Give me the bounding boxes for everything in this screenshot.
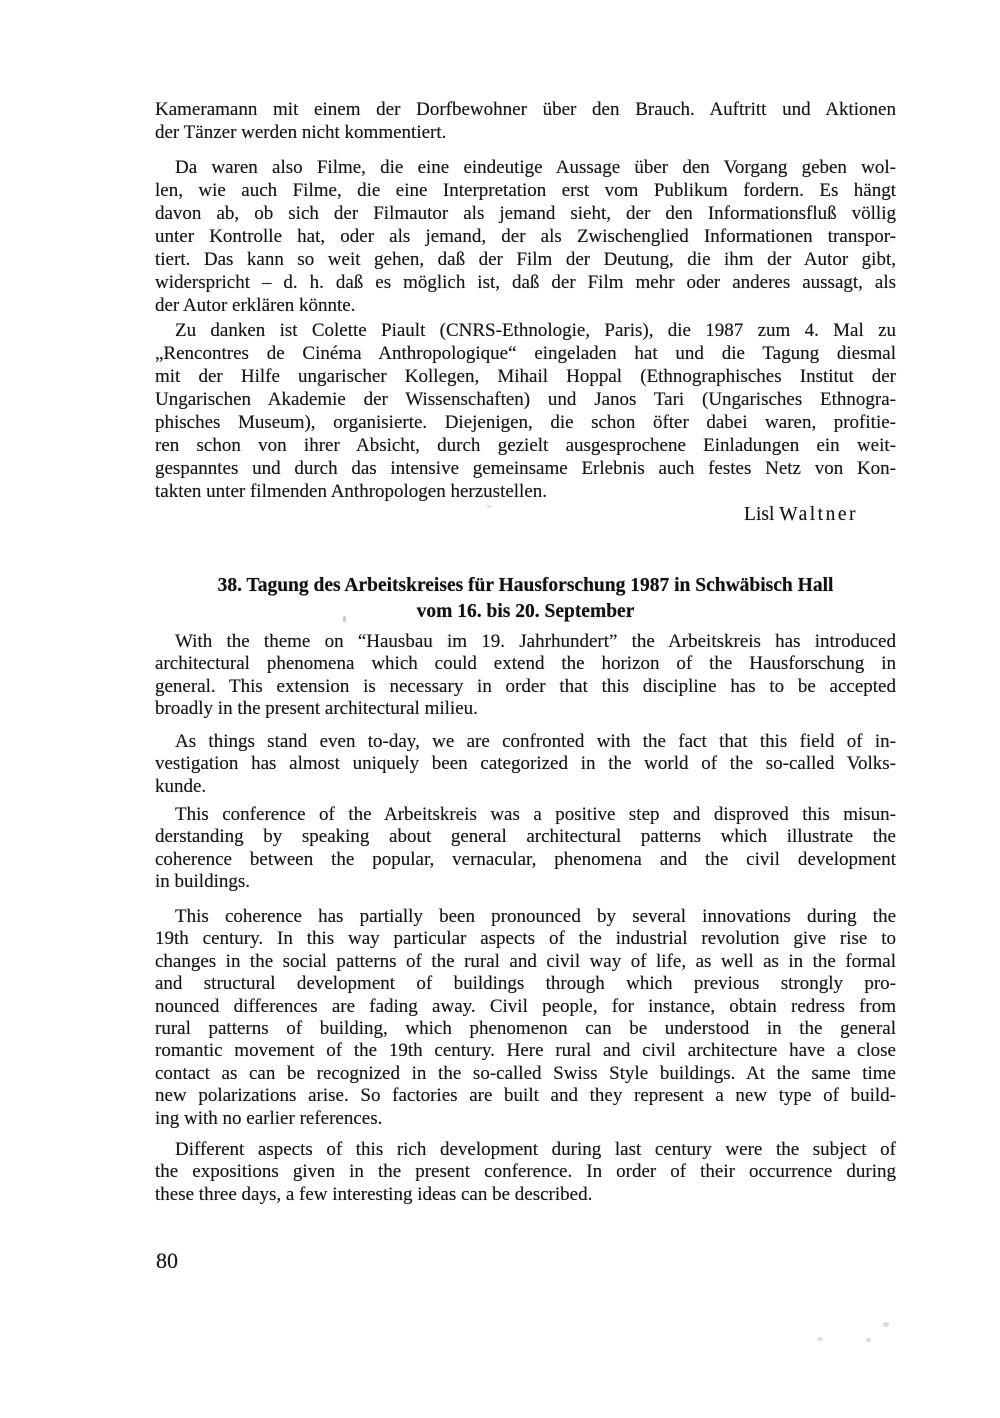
paragraph-different-aspects xyxy=(155,1139,896,1206)
scan-speck xyxy=(866,1338,871,1342)
text-line: general. This extension is necessary in order that this discipline has to be accepted xyxy=(155,675,896,697)
text-line: these three days, a few interesting ideas can be described. xyxy=(155,1183,593,1205)
text-line: the expositions given in the present conference. In order of their occurrence during xyxy=(155,1161,896,1183)
text-line: nounced differences are fading away. Civil people, for instance, obtain redress from xyxy=(155,995,896,1017)
scan-speck xyxy=(343,616,346,622)
section-heading-line2: vom 16. bis 20. September xyxy=(416,601,635,622)
text-line: With the theme on “Hausbau im 19. Jahrhundert” the Arbeitskreis has introduced xyxy=(175,631,896,652)
scan-speck xyxy=(487,505,491,508)
text-line: vestigation has almost uniquely been categorized in the world of the so-called Volks- xyxy=(155,753,896,775)
paragraph-this-coherence xyxy=(155,906,896,1130)
author-last-name: Waltner xyxy=(779,504,858,525)
paragraph-this-conference xyxy=(155,804,896,894)
text-line: contact as can be recognized in the so-called Swiss Style buildings. At the same time xyxy=(155,1062,896,1084)
text-line: This conference of the Arbeitskreis was a positive step and disproved this misun- xyxy=(175,804,896,825)
text-line: romantic movement of the 19th century. Here rural and civil architecture have a close xyxy=(155,1040,896,1062)
paragraph-kameramann xyxy=(155,98,896,144)
author-first-name: Lisl xyxy=(744,504,775,525)
text-line: widerspricht – d. h. daß es möglich ist, daß der Film mehr oder anderes aussagt, als xyxy=(155,272,896,293)
paragraph-as-things-stand xyxy=(155,731,896,798)
text-line: phisches Museum), organisierte. Diejenigen, die schon öfter dabei waren, profitie- xyxy=(155,412,896,433)
text-line: ren schon von ihrer Absicht, durch gezielt ausgesprochene Einladungen ein weit- xyxy=(155,435,896,456)
text-line: coherence between the popular, vernacular, phenomena and the civil development xyxy=(155,848,896,870)
text-line: rural patterns of building, which phenomenon can be understood in the general xyxy=(155,1018,896,1040)
author-signature xyxy=(155,504,896,526)
scan-speck xyxy=(883,1322,889,1327)
text-line: Kameramann mit einem der Dorfbewohner über den Brauch. Auftritt und Aktionen xyxy=(155,99,896,120)
text-line: mit der Hilfe ungarischer Kollegen, Mihail Hoppal (Ethnographisches Institut der xyxy=(155,366,896,387)
text-line: ing with no earlier references. xyxy=(155,1107,383,1129)
page-number: 80 xyxy=(156,1248,178,1273)
text-line: Da waren also Filme, die eine eindeutige Aussage über den Vorgang geben wol- xyxy=(175,157,896,178)
text-line: and structural development of buildings through which previous strongly pro- xyxy=(155,973,896,995)
text-line: 19th century. In this way particular aspects of the industrial revolution give rise to xyxy=(155,928,896,950)
text-line: unter Kontrolle hat, oder als jemand, der als Zwischenglied Informationen transpor- xyxy=(155,226,896,247)
paragraph-da-waren-filme xyxy=(155,156,896,317)
text-line: in buildings. xyxy=(155,871,251,893)
text-line: „Rencontres de Cinéma Anthropologique“ eingeladen hat und die Tagung diesmal xyxy=(155,343,896,364)
section-heading-line1: 38. Tagung des Arbeitskreises für Hausforschung 1987 in Schwäbisch Hall xyxy=(217,575,834,596)
text-line: changes in the social patterns of the rural and civil way of life, as well as in the formal xyxy=(155,950,896,972)
text-line: derstanding by speaking about general architectural patterns which illustrate the xyxy=(155,826,896,848)
text-line: kunde. xyxy=(155,775,207,797)
text-line: architectural phenomena which could extend the horizon of the Hausforschung in xyxy=(155,653,896,675)
text-line: Different aspects of this rich development during last century were the subject of xyxy=(175,1139,896,1160)
text-line: gespanntes und durch das intensive gemeinsame Erlebnis auch festes Netz von Kon- xyxy=(155,458,896,479)
paragraph-with-the-theme xyxy=(155,631,896,721)
text-line: Ungarischen Akademie der Wissenschaften) und Janos Tari (Ungarisches Ethnogra- xyxy=(155,389,896,410)
text-line: This coherence has partially been pronounced by several innovations during the xyxy=(175,906,896,927)
text-line: davon ab, ob sich der Filmautor als jemand sieht, der den Informationsfluß völlig xyxy=(155,203,896,224)
paragraph-zu-danken xyxy=(155,319,896,503)
text-line: Zu danken ist Colette Piault (CNRS-Ethnologie, Paris), die 1987 zum 4. Mal zu xyxy=(175,320,896,341)
text-line: tiert. Das kann so weit gehen, daß der Film der Deutung, die ihm der Autor gibt, xyxy=(155,249,896,270)
text-line: broadly in the present architectural milieu. xyxy=(155,698,478,720)
text-line: new polarizations arise. So factories are built and they represent a new type of build- xyxy=(155,1085,896,1107)
section-heading xyxy=(155,573,896,625)
text-line: len, wie auch Filme, die eine Interpretation erst vom Publikum fordern. Es hängt xyxy=(155,180,896,201)
text-line: der Autor erklären könnte. xyxy=(155,295,356,316)
text-line: As things stand even to-day, we are confronted with the fact that this field of in- xyxy=(175,731,896,752)
text-line: takten unter filmenden Anthropologen herzustellen. xyxy=(155,481,548,502)
scan-speck xyxy=(817,1337,823,1341)
text-line: der Tänzer werden nicht kommentiert. xyxy=(155,122,447,143)
